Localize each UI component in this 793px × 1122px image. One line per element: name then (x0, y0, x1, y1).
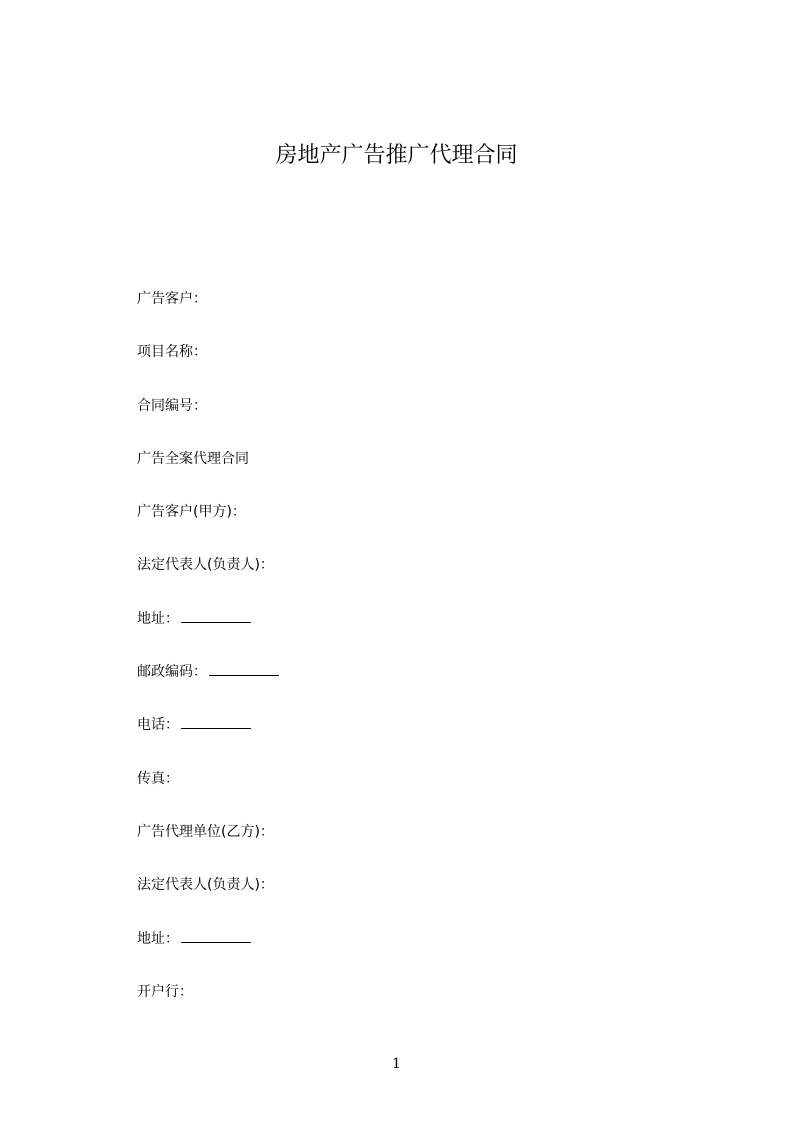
field-label: 法定代表人(负责人)： (137, 877, 274, 894)
field-label: 广告客户(甲方)： (137, 504, 246, 521)
field-contract-number (137, 393, 697, 446)
field-label: 邮政编码： (137, 664, 207, 681)
field-party-b-address (137, 926, 697, 979)
field-postal-code (137, 659, 697, 712)
field-label: 地址： (137, 610, 179, 627)
field-party-b-representative (137, 872, 697, 925)
field-label: 合同编号： (137, 397, 207, 414)
field-party-b (137, 819, 697, 872)
fill-in-blank (181, 714, 251, 729)
field-party-a (137, 499, 697, 552)
field-label: 电话： (137, 717, 179, 734)
field-label: 法定代表人(负责人)： (137, 557, 274, 574)
field-label: 项目名称： (137, 344, 207, 361)
field-phone (137, 712, 697, 765)
fill-in-blank (181, 928, 251, 943)
field-label: 广告全案代理合同 (137, 450, 249, 467)
form-fields (137, 286, 697, 1032)
field-bank (137, 979, 697, 1032)
field-party-a-representative (137, 552, 697, 605)
fill-in-blank (209, 661, 279, 676)
page-number: 1 (392, 1056, 401, 1072)
field-label: 广告客户： (137, 291, 207, 307)
field-project-name (137, 339, 697, 392)
field-fax (137, 766, 697, 819)
section-heading-full-agency (137, 446, 697, 499)
field-label: 地址： (137, 930, 179, 947)
field-label: 广告代理单位(乙方)： (137, 823, 274, 840)
field-party-a-address (137, 606, 697, 659)
document-title: 房地产广告推广代理合同 (275, 143, 518, 168)
field-label: 开户行： (137, 983, 193, 1000)
field-ad-client (137, 286, 697, 339)
fill-in-blank (181, 608, 251, 623)
field-label: 传真： (137, 770, 179, 787)
